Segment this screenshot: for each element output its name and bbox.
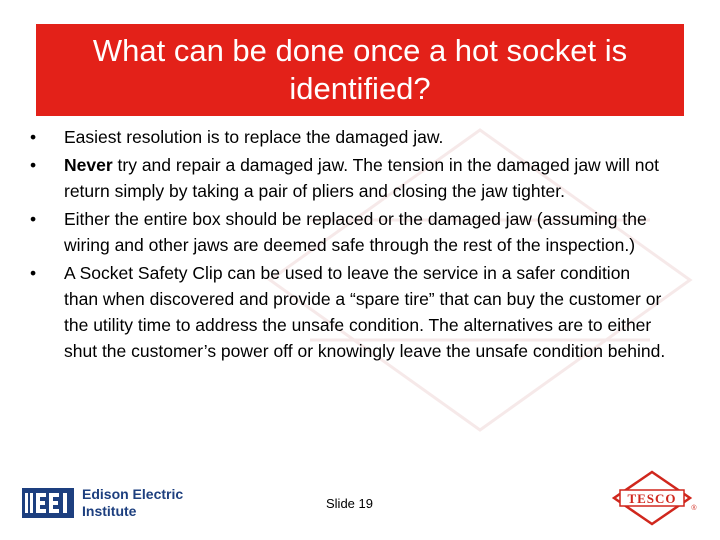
slide-number: Slide 19 bbox=[326, 496, 373, 511]
slide-title: What can be done once a hot socket is identified? bbox=[92, 33, 628, 106]
bullet-dot: • bbox=[30, 155, 37, 175]
bullet-dot: • bbox=[30, 263, 37, 283]
bullet-item bbox=[28, 206, 668, 258]
eei-name-line1: Edison Electric bbox=[82, 486, 184, 502]
title-bar bbox=[36, 24, 684, 116]
eei-mark-icon bbox=[22, 488, 74, 518]
bullet-item bbox=[28, 152, 668, 204]
eei-name bbox=[82, 486, 183, 520]
tesco-logo-icon bbox=[612, 470, 700, 526]
bullet-text: try and repair a damaged jaw. The tension in the damaged jaw will not return simply by taking a pair of pliers and closing the jaw tighter. bbox=[64, 155, 660, 201]
eei-name-line2: Institute bbox=[82, 503, 137, 519]
bullet-item bbox=[28, 260, 668, 364]
bullet-item bbox=[28, 124, 668, 150]
bullet-list bbox=[28, 124, 668, 366]
svg-text:®: ® bbox=[691, 505, 697, 512]
bullet-text: A Socket Safety Clip can be used to leave the service in a safer condition than when discovered and provide a “spare tire” that can buy the customer or the utility time to address the unsafe condition. The alternatives are to either shut the customer’s power off or knowingly leave the unsafe condition behind. bbox=[64, 263, 666, 361]
bullet-dot: • bbox=[30, 209, 37, 229]
bullet-bold: Never bbox=[64, 155, 113, 175]
bullet-dot: • bbox=[30, 127, 37, 147]
bullet-text: Easiest resolution is to replace the damaged jaw. bbox=[64, 127, 444, 147]
bullet-text: Either the entire box should be replaced or the damaged jaw (assuming the wiring and other jaws are deemed safe through the rest of the inspection.) bbox=[64, 209, 647, 255]
eei-logo bbox=[22, 484, 192, 522]
svg-text:TESCO: TESCO bbox=[627, 491, 677, 506]
